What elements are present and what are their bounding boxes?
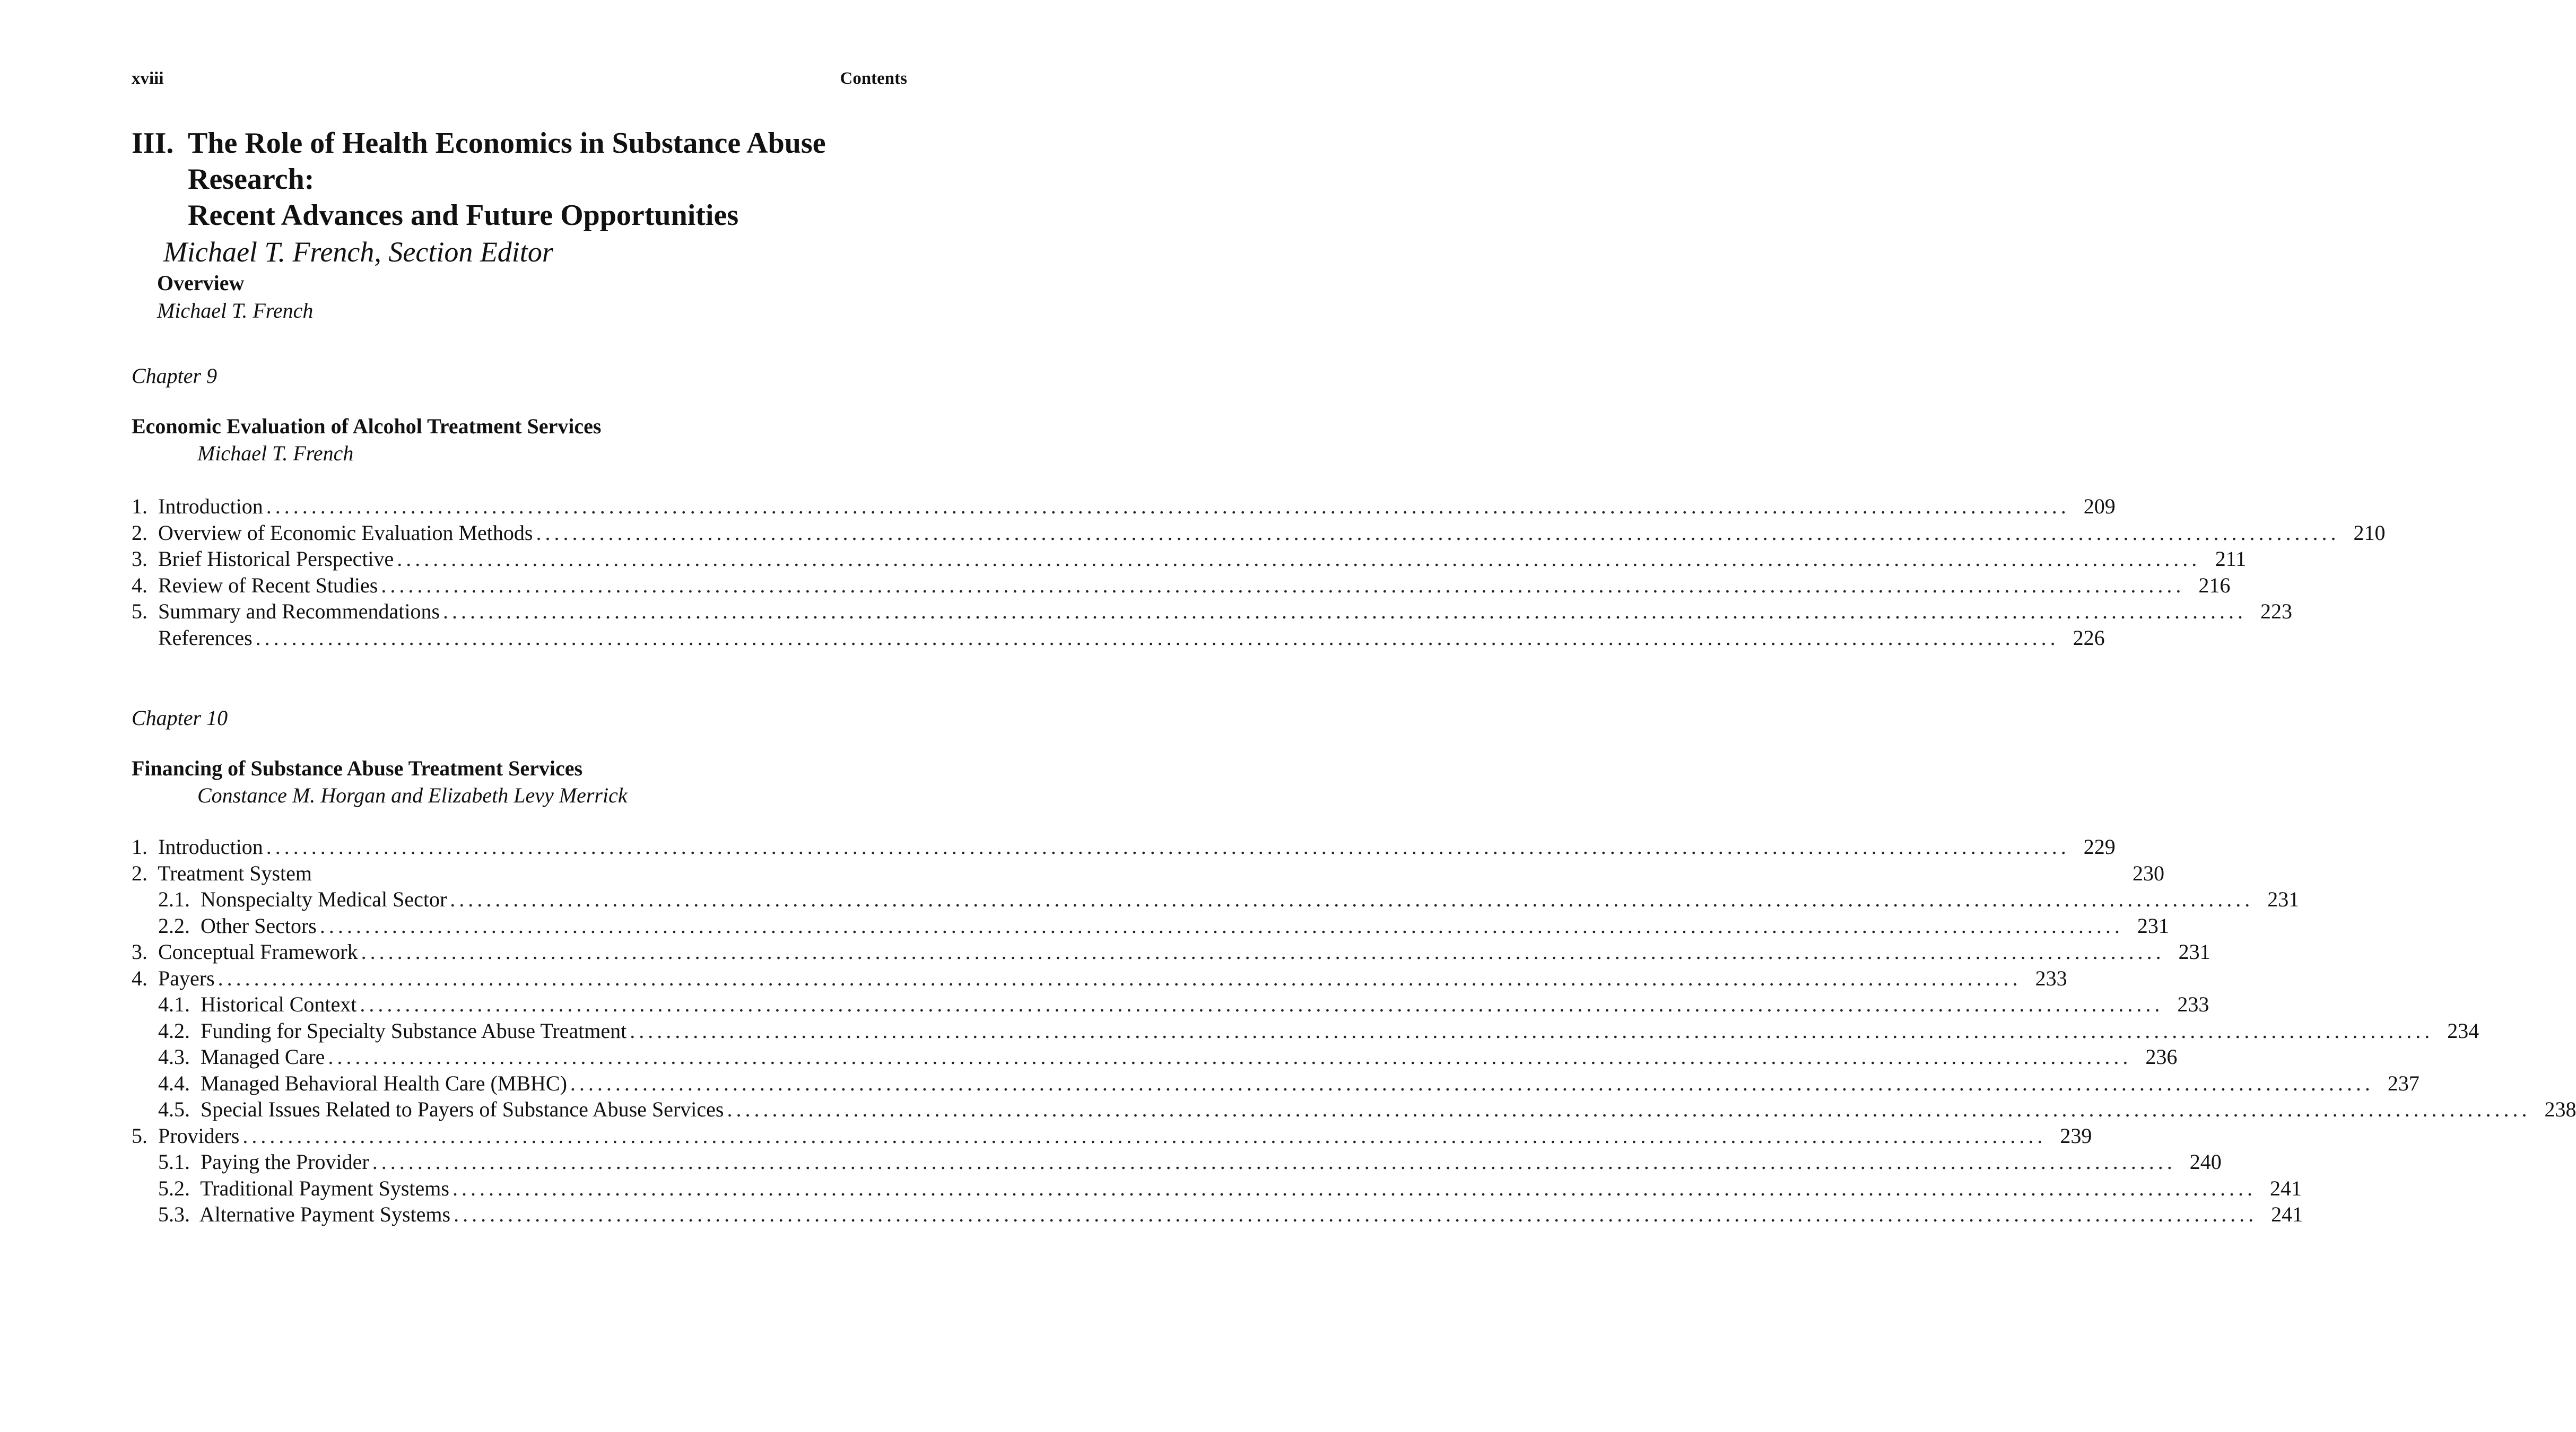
part-title-line-1	[132, 125, 938, 197]
toc-entry-label: 5.1. Paying the Provider	[158, 1150, 369, 1174]
toc-entry-page: 241	[2271, 1202, 2303, 1226]
toc-entry-label: 5.2. Traditional Payment Systems	[158, 1176, 449, 1200]
toc-entry-label: 4.2. Funding for Specialty Substance Abuse Treatment	[158, 1018, 627, 1043]
toc-entry	[132, 546, 2247, 572]
toc-entry-label: 5. Summary and Recommendations	[132, 599, 440, 623]
toc-dot-leader: ........................................................................................................................................................................................................	[217, 966, 2022, 990]
toc-entry	[132, 1096, 2576, 1123]
toc-entry-page: 238	[2544, 1097, 2576, 1121]
running-head-section: Contents	[840, 69, 907, 88]
chapter-10-heading	[132, 704, 911, 809]
toc-dot-leader: ........................................................................................................................................................................................................	[361, 940, 2165, 964]
toc-entry	[132, 965, 2067, 992]
chapter-author: Michael T. French	[197, 441, 354, 465]
toc-dot-leader: ........................................................................................................................................................................................................	[381, 573, 2185, 597]
toc-dot-leader: ........................................................................................................................................................................................................	[328, 1045, 2132, 1069]
toc-entry-page: 234	[2447, 1018, 2479, 1043]
toc-entry-label: 3. Conceptual Framework	[132, 940, 358, 964]
toc-dot-leader: ........................................................................................................................................................................................................	[454, 1202, 2258, 1226]
toc-entry-page: 237	[2387, 1071, 2420, 1095]
toc-entry-page: 233	[2035, 966, 2067, 990]
toc-dot-leader: ........................................................................................................................................................................................................	[266, 835, 2070, 859]
chapter-9-heading	[132, 362, 911, 467]
toc-dot-leader: ........................................................................................................................................................................................................	[319, 913, 2124, 938]
toc-entry-label: 3. Brief Historical Perspective	[132, 547, 394, 571]
toc-entry	[132, 991, 2209, 1018]
toc-entry	[132, 834, 2116, 860]
toc-entry	[132, 1201, 2303, 1228]
toc-entry-label: 2. Treatment System	[132, 861, 312, 885]
toc-entry-label: 4. Review of Recent Studies	[132, 573, 378, 597]
toc-entry-label: 5. Providers	[132, 1123, 240, 1148]
toc-entry-page: 216	[2198, 573, 2231, 597]
part-heading	[132, 125, 938, 270]
toc-entry-label: 4.3. Managed Care	[158, 1045, 325, 1069]
chapter-10-toc	[132, 834, 2576, 1228]
section-editor: Michael T. French, Section Editor	[163, 236, 553, 268]
toc-dot-leader: ........................................................................................................................................................................................................	[397, 547, 2201, 571]
toc-entry-page: 231	[2178, 940, 2211, 964]
toc-entry-label: 5.3. Alternative Payment Systems	[158, 1202, 451, 1226]
toc-entry-label: 4. Payers	[132, 966, 215, 990]
overview-entry	[157, 269, 313, 325]
chapter-label: Chapter 10	[132, 706, 228, 730]
toc-dot-leader: ........................................................................................................................................................................................................	[536, 520, 2340, 545]
toc-entry-page: 230	[2133, 861, 2165, 885]
chapter-9-toc	[132, 493, 2386, 651]
toc-entry-page: 209	[2083, 494, 2116, 518]
chapter-title: Economic Evaluation of Alcohol Treatment Services	[132, 414, 602, 438]
chapter-label: Chapter 9	[132, 364, 217, 388]
toc-dot-leader: ........................................................................................................................................................................................................	[266, 494, 2070, 518]
toc-entry-label: 2.2. Other Sectors	[158, 913, 317, 938]
part-title-line-2: Recent Advances and Future Opportunities	[188, 199, 739, 232]
toc-entry-label: References	[158, 625, 253, 650]
toc-entry-page: 229	[2083, 835, 2116, 859]
toc-entry-page: 211	[2215, 547, 2247, 571]
part-number: III.	[132, 127, 174, 160]
toc-entry-label: 2. Overview of Economic Evaluation Methods	[132, 520, 533, 545]
toc-entry-page: 233	[2177, 992, 2209, 1016]
toc-entry	[132, 572, 2231, 599]
toc-dot-leader: ........................................................................................................................................................................................................	[443, 599, 2247, 623]
toc-entry	[132, 1123, 2092, 1149]
part-title-text-1: The Role of Health Economics in Substance Abuse Research:	[188, 127, 826, 196]
page-number: xviii	[132, 69, 164, 88]
overview-author: Michael T. French	[157, 299, 314, 322]
toc-entry	[132, 1149, 2222, 1175]
toc-entry-page: 223	[2260, 599, 2293, 623]
toc-dot-leader: ........................................................................................................................................................................................................	[450, 887, 2254, 911]
toc-entry	[132, 939, 2211, 965]
toc-dot-leader: ........................................................................................................................................................................................................	[242, 1123, 2047, 1148]
toc-dot-leader: ........................................................................................................................................................................................................	[452, 1176, 2256, 1200]
toc-entry-label: 1. Introduction	[132, 835, 263, 859]
toc-entry-page: 239	[2060, 1123, 2092, 1148]
toc-dot-leader: ........................................................................................................................................................................................................	[255, 625, 2059, 650]
toc-entry	[132, 913, 2169, 939]
toc-entry	[132, 625, 2105, 651]
toc-entry-page: 226	[2073, 625, 2105, 650]
chapter-author: Constance M. Horgan and Elizabeth Levy Merrick	[197, 783, 628, 807]
toc-entry	[132, 860, 2165, 887]
toc-entry-page: 231	[2267, 887, 2300, 911]
toc-entry	[132, 1175, 2302, 1202]
toc-dot-leader: ........................................................................................................................................................................................................	[360, 992, 2164, 1016]
toc-entry-page: 241	[2269, 1176, 2302, 1200]
chapter-title: Financing of Substance Abuse Treatment Services	[132, 756, 583, 780]
running-head	[132, 69, 907, 89]
toc-entry	[132, 1044, 2178, 1070]
toc-entry	[132, 493, 2116, 520]
toc-entry-label: 4.4. Managed Behavioral Health Care (MBHC)	[158, 1071, 567, 1095]
toc-entry-label: 1. Introduction	[132, 494, 263, 518]
toc-entry	[132, 598, 2293, 625]
toc-dot-leader: ........................................................................................................................................................................................................	[372, 1150, 2176, 1174]
toc-entry	[132, 1070, 2420, 1097]
toc-entry-label: 2.1. Nonspecialty Medical Sector	[158, 887, 447, 911]
toc-dot-leader: ........................................................................................................................................................................................................	[727, 1097, 2531, 1121]
toc-entry-page: 210	[2353, 520, 2386, 545]
toc-entry	[132, 1018, 2479, 1044]
toc-entry	[132, 886, 2300, 913]
toc-entry	[132, 520, 2386, 546]
toc-dot-leader: ........................................................................................................................................................................................................	[570, 1071, 2374, 1095]
toc-dot-leader: ........................................................................................................................................................................................................	[630, 1018, 2434, 1043]
toc-entry-page: 236	[2145, 1045, 2178, 1069]
toc-entry-label: 4.1. Historical Context	[158, 992, 357, 1016]
toc-entry-page: 231	[2137, 913, 2169, 938]
overview-title: Overview	[157, 271, 245, 295]
toc-entry-page: 240	[2189, 1150, 2222, 1174]
toc-entry-label: 4.5. Special Issues Related to Payers of Substance Abuse Services	[158, 1097, 724, 1121]
